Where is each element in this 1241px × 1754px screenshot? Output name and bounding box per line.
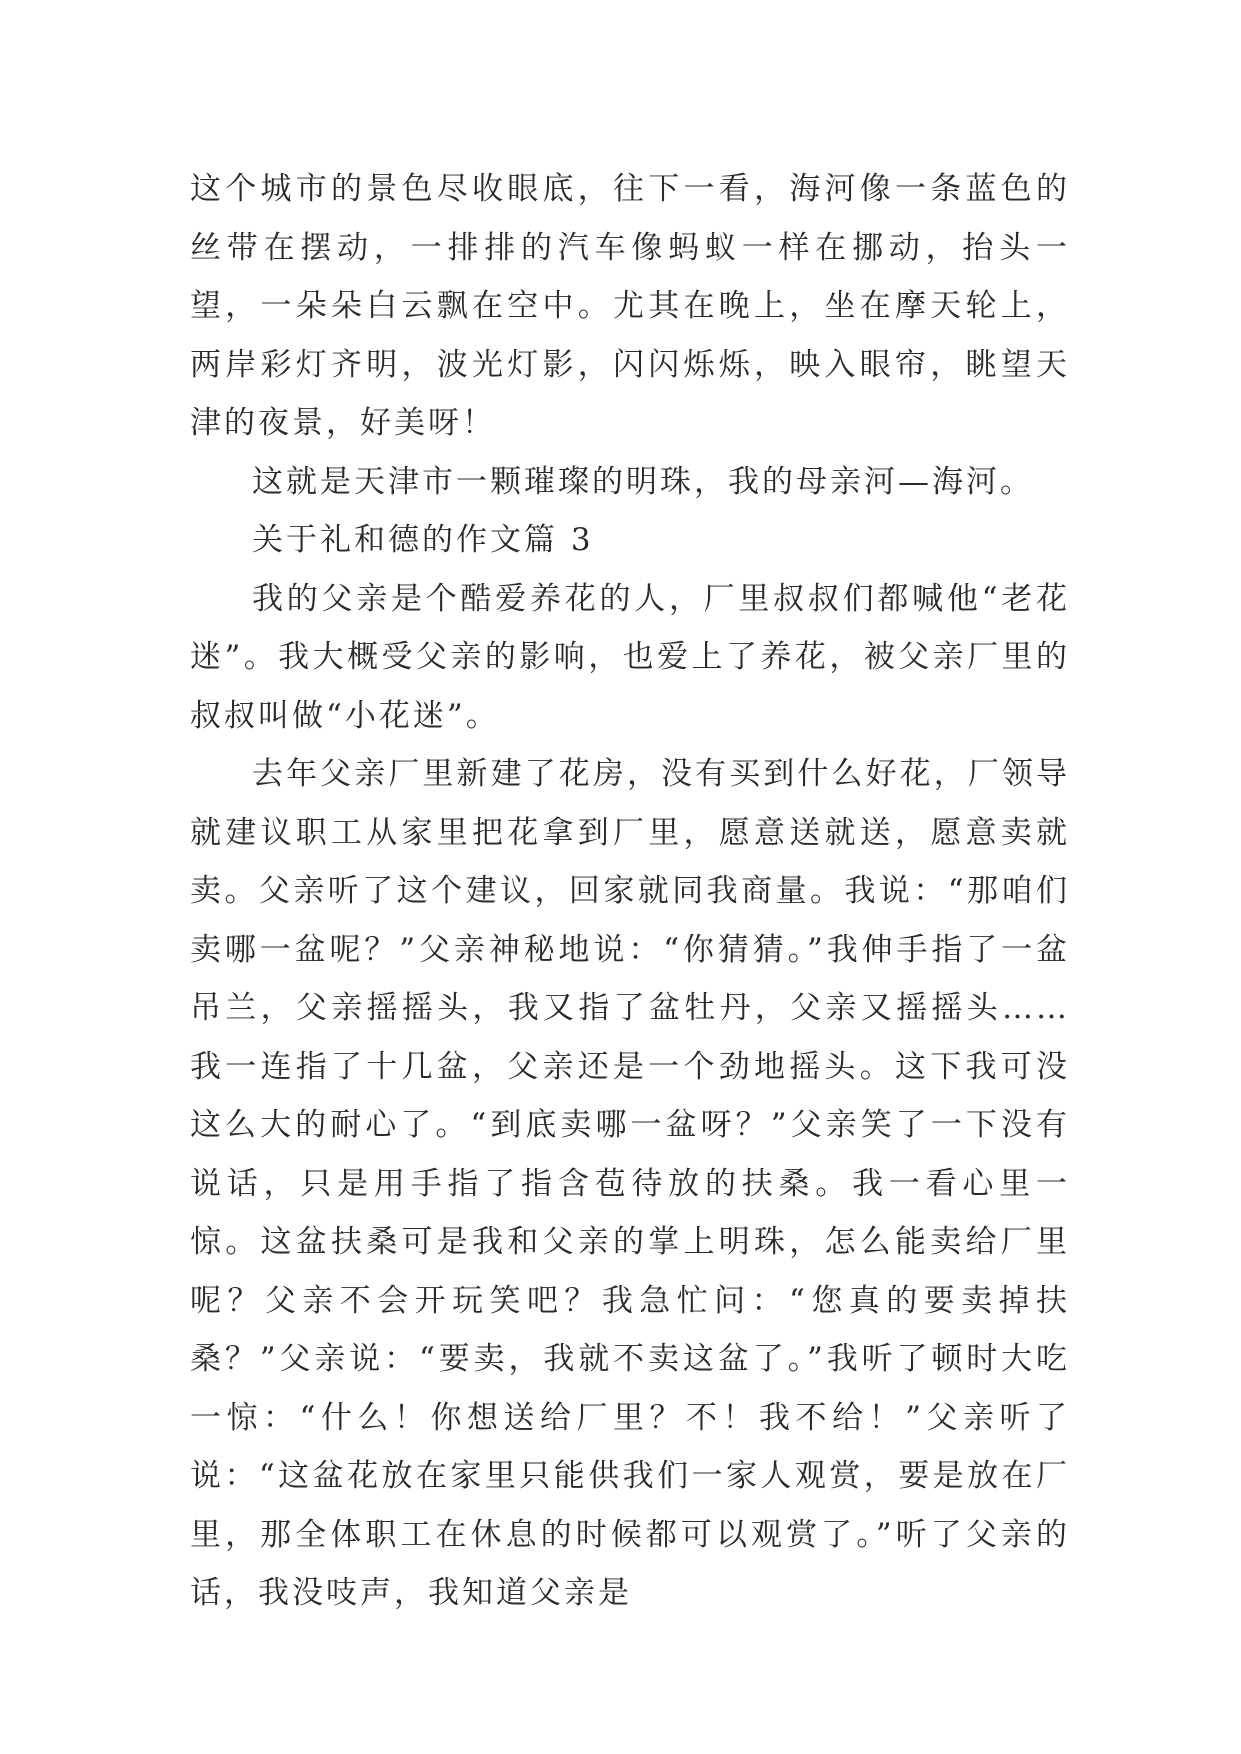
paragraph-haihe-pearl: 这就是天津市一颗璀璨的明珠，我的母亲河—海河。 xyxy=(252,463,1034,500)
section-heading-essay-3: 关于礼和德的作文篇 3 xyxy=(252,522,594,558)
paragraph-greenhouse-story: 去年父亲厂里新建了花房，没有买到什么好花，厂领导就建议职工从家里把花拿到厂里，愿意送就送，愿意卖就卖。父亲听了这个建议，回家就同我商量。我说：“那咱们卖哪一盆呢？”父亲神秘地说：“你猜猜。”我伸手指了一盆吊兰，父亲摇摇头，我又指了盆牡丹，父亲又摇摇头……我一连指了十几盆，父亲还是一个劲地摇头。这下我可没这么大的耐心了。“到底卖哪一盆呀？”父亲笑了一下没有说话，只是用手指了指含苞待放的扶桑。我一看心里一惊。这盆扶桑可是我和父亲的掌上明珠，怎么能卖给厂里呢？父亲不会开玩笑吧？我急忙问：“您真的要卖掉扶桑？”父亲说：“要卖，我就不卖这盆了。”我听了顿时大吃一惊：“什么！你想送给厂里？不！我不给！”父亲听了说：“这盆花放在家里只能供我们一家人观赏，要是放在厂里，那全体职工在休息的时候都可以观赏了。”听了父亲的话，我没吱声，我知道父亲是 xyxy=(190,756,1070,1611)
document-body xyxy=(190,160,1070,1623)
paragraph-city-view: 这个城市的景色尽收眼底，往下一看，海河像一条蓝色的丝带在摆动，一排排的汽车像蚂蚁一样在挪动，抬头一望，一朵朵白云飘在空中。尤其在晚上，坐在摩天轮上，两岸彩灯齐明，波光灯影，闪闪烁烁，映入眼帘，眺望天津的夜景，好美呀！ xyxy=(190,171,1070,441)
paragraph-flower-lover: 我的父亲是个酷爱养花的人，厂里叔叔们都喊他“老花迷”。我大概受父亲的影响，也爱上了养花，被父亲厂里的叔叔叫做“小花迷”。 xyxy=(190,580,1070,734)
